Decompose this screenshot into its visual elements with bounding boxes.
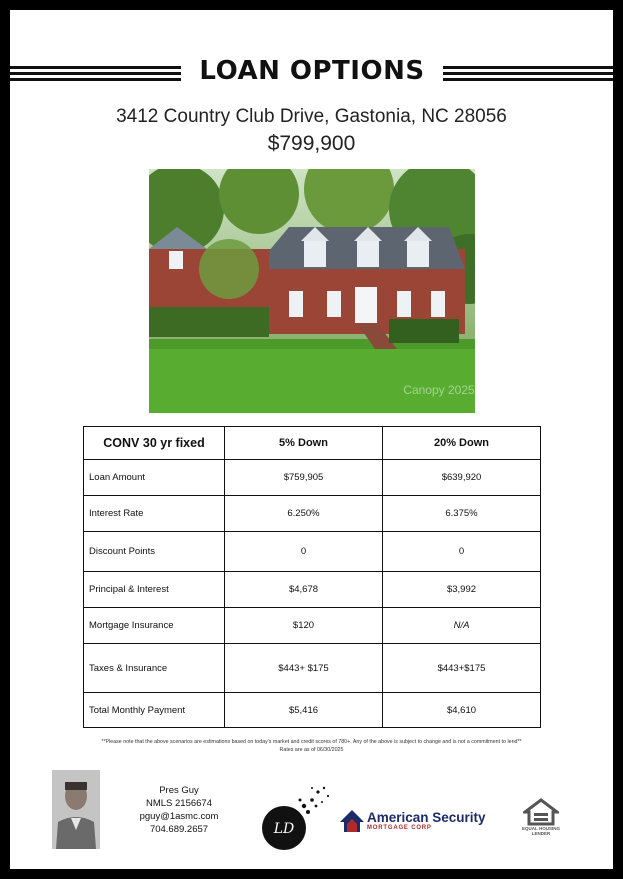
officer-name: Pres Guy xyxy=(159,785,199,796)
title-stripes-left xyxy=(10,66,181,82)
american-security-subtitle: MORTGAGE CORP xyxy=(367,825,432,831)
header-5-down: 5% Down xyxy=(225,427,383,460)
table-row xyxy=(84,496,541,532)
row-label: Interest Rate xyxy=(84,496,225,532)
cell-20-down: 6.375% xyxy=(383,496,541,532)
page-title: LOAN OPTIONS xyxy=(199,56,425,86)
cell-5-down: $5,416 xyxy=(225,693,383,728)
cell-5-down: 6.250% xyxy=(225,496,383,532)
property-address: 3412 Country Club Drive, Gastonia, NC 28056 xyxy=(116,106,507,127)
table-row xyxy=(84,644,541,693)
header-loan-type: CONV 30 yr fixed xyxy=(84,427,225,460)
cell-5-down: $120 xyxy=(225,608,383,644)
property-price: $799,900 xyxy=(267,132,356,155)
avatar xyxy=(52,770,100,849)
title-row xyxy=(10,54,613,94)
cell-20-down: $639,920 xyxy=(383,460,541,496)
cell-5-down: 0 xyxy=(225,532,383,572)
disclaimer-text: **Please note that the above scenarios are estimations based on today's market and credit scores of 780+. Any of the above is subject to change and is not a commitment to lend** xyxy=(101,739,522,745)
cell-5-down: $759,905 xyxy=(225,460,383,496)
officer-phone[interactable]: 704.689.2657 xyxy=(149,824,209,835)
header-20-down: 20% Down xyxy=(383,427,541,460)
cell-20-down: 0 xyxy=(383,532,541,572)
title-stripes-right xyxy=(443,66,613,82)
property-photo xyxy=(149,169,475,413)
ld-logo-initials: LD xyxy=(273,821,295,837)
table-row xyxy=(84,460,541,496)
row-label: Loan Amount xyxy=(84,460,225,496)
loan-officer-contact xyxy=(128,784,230,836)
photo-watermark: Canopy 2025 xyxy=(403,383,475,397)
row-label: Principal & Interest xyxy=(84,572,225,608)
table-row xyxy=(84,693,541,728)
cell-5-down: $443+ $175 xyxy=(225,644,383,693)
row-label: Mortgage Insurance xyxy=(84,608,225,644)
american-security-name: American Security xyxy=(367,810,486,825)
officer-nmls: NMLS 2156674 xyxy=(145,798,213,809)
table-header-row xyxy=(84,427,541,460)
cell-20-down: $4,610 xyxy=(383,693,541,728)
cell-5-down: $4,678 xyxy=(225,572,383,608)
table-row xyxy=(84,572,541,608)
equal-housing-lender-text: EQUAL HOUSING LENDER xyxy=(522,826,560,836)
cell-20-down: N/A xyxy=(383,608,541,644)
cell-20-down: $3,992 xyxy=(383,572,541,608)
ld-logo xyxy=(254,780,336,862)
table-row xyxy=(84,608,541,644)
row-label: Taxes & Insurance xyxy=(84,644,225,693)
cell-20-down: $443+$175 xyxy=(383,644,541,693)
officer-email[interactable]: pguy@1asmc.com xyxy=(139,811,219,822)
row-label: Discount Points xyxy=(84,532,225,572)
rates-date: Rates are as of 06/30/2025 xyxy=(279,747,344,753)
flyer-page xyxy=(10,10,613,869)
disclaimer xyxy=(30,738,593,754)
table-row xyxy=(84,532,541,572)
row-label: Total Monthly Payment xyxy=(84,693,225,728)
loan-options-table xyxy=(83,426,541,728)
